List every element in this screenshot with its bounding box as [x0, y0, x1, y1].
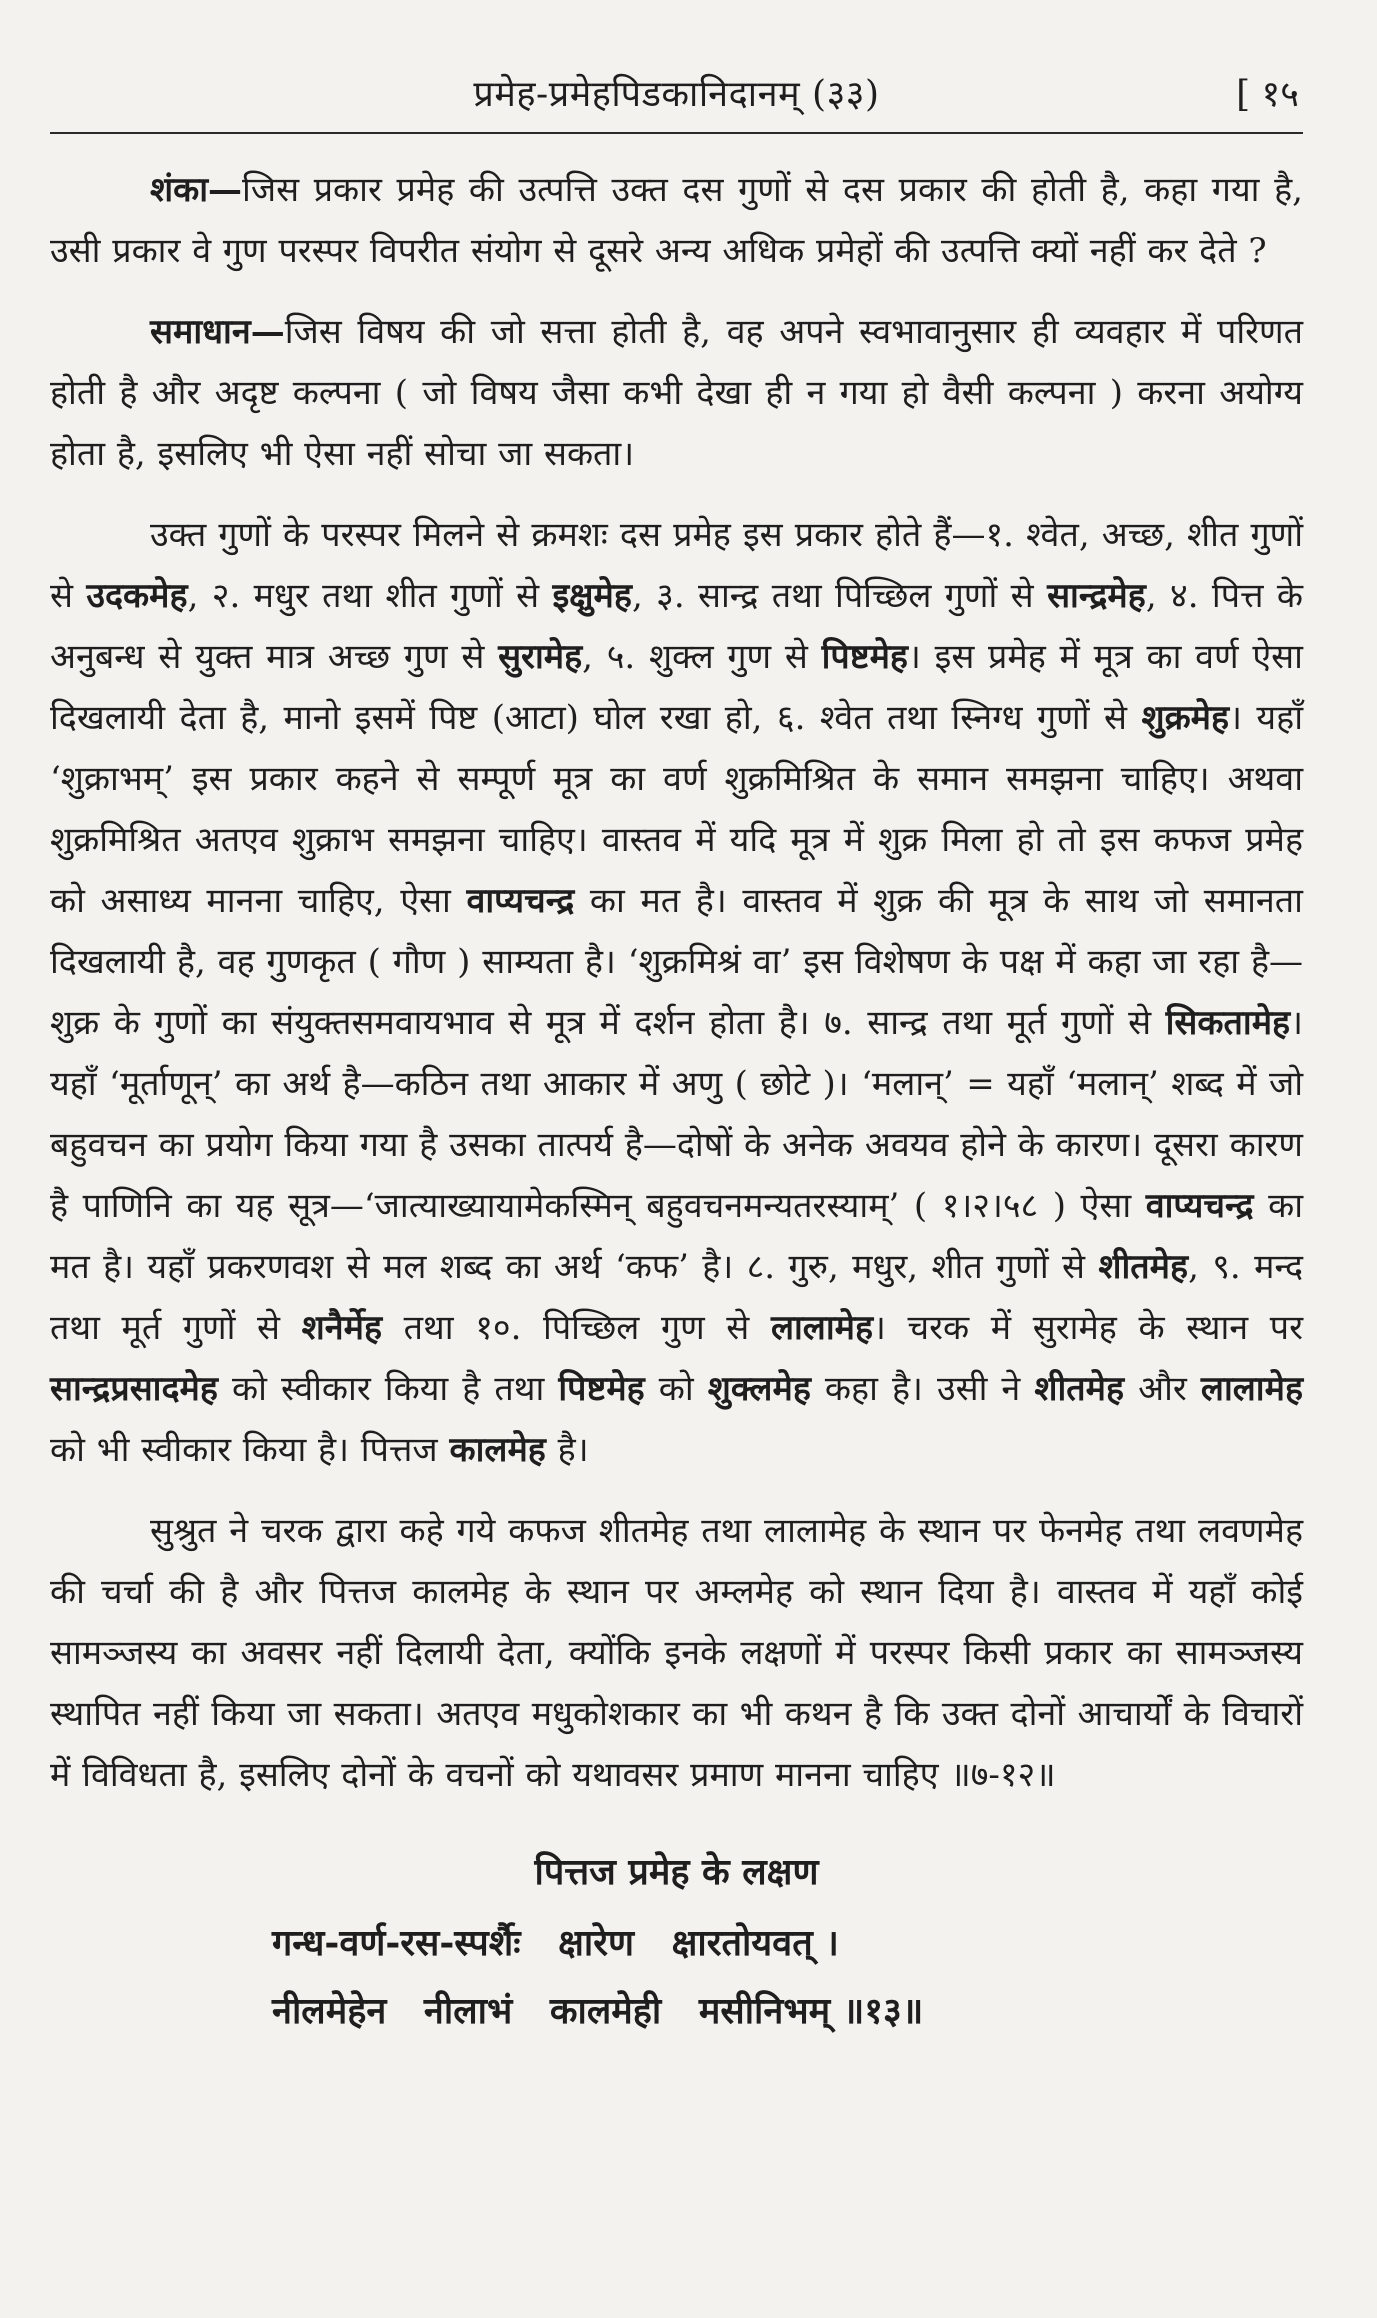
paragraph-sushruta — [50, 1501, 1303, 1806]
paragraph-text: , ५. शुक्ल गुण से — [582, 637, 822, 677]
prameha-term: पिष्टमेह — [821, 637, 908, 677]
running-title: प्रमेह-प्रमेहपिडकानिदानम् (३३) — [473, 74, 880, 115]
paragraph-text: का मत है। यहाँ प्रकरणवश से मल शब्द का अर्थ ‘कफ’ है। ८. गुरु, मधुर, शीत गुणों से — [50, 1186, 1303, 1287]
prameha-term: शनैर्मेह — [301, 1308, 383, 1348]
paragraph-text: । यहाँ ‘शुक्राभम्’ इस प्रकार कहने से सम्पूर्ण मूत्र का वर्ण शुक्रमिश्रित के समान समझना चाहिए। अथवा शुक्रमिश्रित अतएव शुक्राभ समझना चाहिए। वास्तव में यदि मूत्र में शुक्र मिला हो तो इस कफज प्रमेह को असाध्य मानना चाहिए, ऐसा — [50, 698, 1304, 921]
paragraph-prameha-types — [50, 505, 1303, 1481]
prameha-term: उदकमेह — [86, 576, 188, 616]
page-number: [ १५ — [1236, 74, 1299, 115]
paragraph-text: सुश्रुत ने चरक द्वारा कहे गये कफज शीतमेह तथा लालामेह के स्थान पर फेनमेह तथा लवणमेह की चर्चा की है और पित्तज कालमेह के स्थान पर अम्लमेह को स्थान दिया है। वास्तव में यहाँ कोई सामञ्जस्य का अवसर नहीं दिलायी देता, क्योंकि इनके लक्षणों में परस्पर किसी प्रकार का सामञ्जस्य स्थापित नहीं किया जा सकता। अतएव मधुकोशकार का भी कथन है कि उक्त दोनों आचार्यों के विचारों में विविधता है, इसलिए दोनों के वचनों को यथावसर प्रमाण मानना चाहिए ॥७-१२॥ — [50, 1511, 1303, 1795]
prameha-term: शुक्रमेह — [1141, 698, 1230, 738]
paragraph-text: , ९. मन्द तथा मूर्त गुणों से — [50, 1247, 1304, 1348]
paragraph-text: उक्त गुणों के परस्पर मिलने से क्रमशः दस प्रमेह इस प्रकार होते हैं—१. श्वेत, अच्छ, शीत गुणों से — [50, 515, 1303, 616]
prameha-term: सान्द्रमेह — [1047, 576, 1146, 616]
prameha-term: लालामेह — [1200, 1369, 1303, 1409]
paragraph-lead: समाधान— — [150, 312, 285, 352]
verse-line: नीलमेहेन नीलाभं कालमेही मसीनिभम् ॥१३॥ — [272, 1990, 924, 2032]
paragraph-text: जिस विषय की जो सत्ता होती है, वह अपने स्वभावानुसार ही व्यवहार में परिणत होती है और अदृष्ट कल्पना ( जो विषय जैसा कभी देखा ही न गया हो वैसी कल्पना ) करना अयोग्य होता है, इसलिए भी ऐसा नहीं सोचा जा सकता। — [50, 312, 1303, 474]
prameha-term: सिकतामेह — [1165, 1003, 1291, 1043]
prameha-term: लालामेह — [770, 1308, 874, 1348]
paragraph-text: , ३. सान्द्र तथा पिच्छिल गुणों से — [631, 576, 1048, 616]
paragraph-text: जिस प्रकार प्रमेह की उत्पत्ति उक्त दस गुणों से दस प्रकार की होती है, कहा गया है, उसी प्रकार वे गुण परस्पर विपरीत संयोग से दूसरे अन्य अधिक प्रमेहों की उत्पत्ति क्यों नहीं कर देते ? — [50, 170, 1303, 271]
prameha-term: कालमेह — [449, 1430, 546, 1470]
paragraph-lead: शंका— — [150, 170, 243, 210]
paragraph-text: और — [1124, 1369, 1201, 1409]
prameha-term: सुरामेह — [498, 637, 583, 677]
paragraph-shanka — [50, 160, 1303, 282]
paragraph-text: । चरक में सुरामेह के स्थान पर — [873, 1308, 1303, 1348]
prameha-term: वाप्यचन्द्र — [1145, 1186, 1254, 1226]
paragraph-text: तथा १०. पिच्छिल गुण से — [382, 1308, 771, 1348]
prameha-term: शुक्लमेह — [707, 1369, 811, 1409]
section-heading: पित्तज प्रमेह के लक्षण — [534, 1851, 819, 1893]
paragraph-text: को भी स्वीकार किया है। पित्तज — [50, 1430, 450, 1470]
prameha-term: शीतमेह — [1034, 1369, 1125, 1409]
paragraph-text: है। — [545, 1430, 589, 1470]
prameha-term: पिष्टमेह — [558, 1369, 645, 1409]
paragraph-text: , २. मधुर तथा शीत गुणों से — [187, 576, 553, 616]
paragraph-text: , ४. पित्त के अनुबन्ध से युक्त मात्र अच्छ गुण से — [50, 576, 1303, 677]
prameha-term: शीतमेह — [1098, 1247, 1189, 1287]
paragraph-text: का मत है। वास्तव में शुक्र की मूत्र के साथ जो समानता दिखलायी है, वह गुणकृत ( गौण ) साम्यता है। ‘शुक्रमिश्रं वा’ इस विशेषण के पक्ष में कहा जा रहा है—शुक्र के गुणों का संयुक्तसमवायभाव से मूत्र में दर्शन होता है। ७. सान्द्र तथा मूर्त गुणों से — [50, 881, 1303, 1043]
paragraph-text: को — [644, 1369, 708, 1409]
verse-line: गन्ध-वर्ण-रस-स्पर्शैः क्षारेण क्षारतोयवत् । — [272, 1922, 839, 1964]
paragraph-text: को स्वीकार किया है तथा — [217, 1369, 559, 1409]
page-header — [50, 58, 1303, 120]
paragraph-text: । इस प्रमेह में मूत्र का वर्ण ऐसा दिखलायी देता है, मानो इसमें पिष्ट (आटा) घोल रखा हो, ६. श्वेत तथा स्निग्ध गुणों से — [50, 637, 1303, 738]
paragraph-samadhan — [50, 302, 1303, 485]
paragraph-text: । यहाँ ‘मूर्ताणून्’ का अर्थ है—कठिन तथा आकार में अणु ( छोटे )। ‘मलान्’ = यहाँ ‘मलान्’ शब्द में जो बहुवचन का प्रयोग किया गया है उसका तात्पर्य है—दोषों के अनेक अवयव होने के कारण। दूसरा कारण है पाणिनि का यह सूत्र—‘जात्याख्यायामेकस्मिन् बहुवचनमन्यतरस्याम्’ ( १।२।५८ ) ऐसा — [50, 1003, 1303, 1226]
prameha-term: वाप्यचन्द्र — [466, 881, 575, 921]
prameha-term: सान्द्रप्रसादमेह — [50, 1369, 218, 1409]
prameha-term: इक्षुमेह — [552, 576, 632, 616]
body-text — [50, 160, 1303, 1806]
paragraph-text: कहा है। उसी ने — [810, 1369, 1035, 1409]
header-rule — [50, 132, 1303, 134]
